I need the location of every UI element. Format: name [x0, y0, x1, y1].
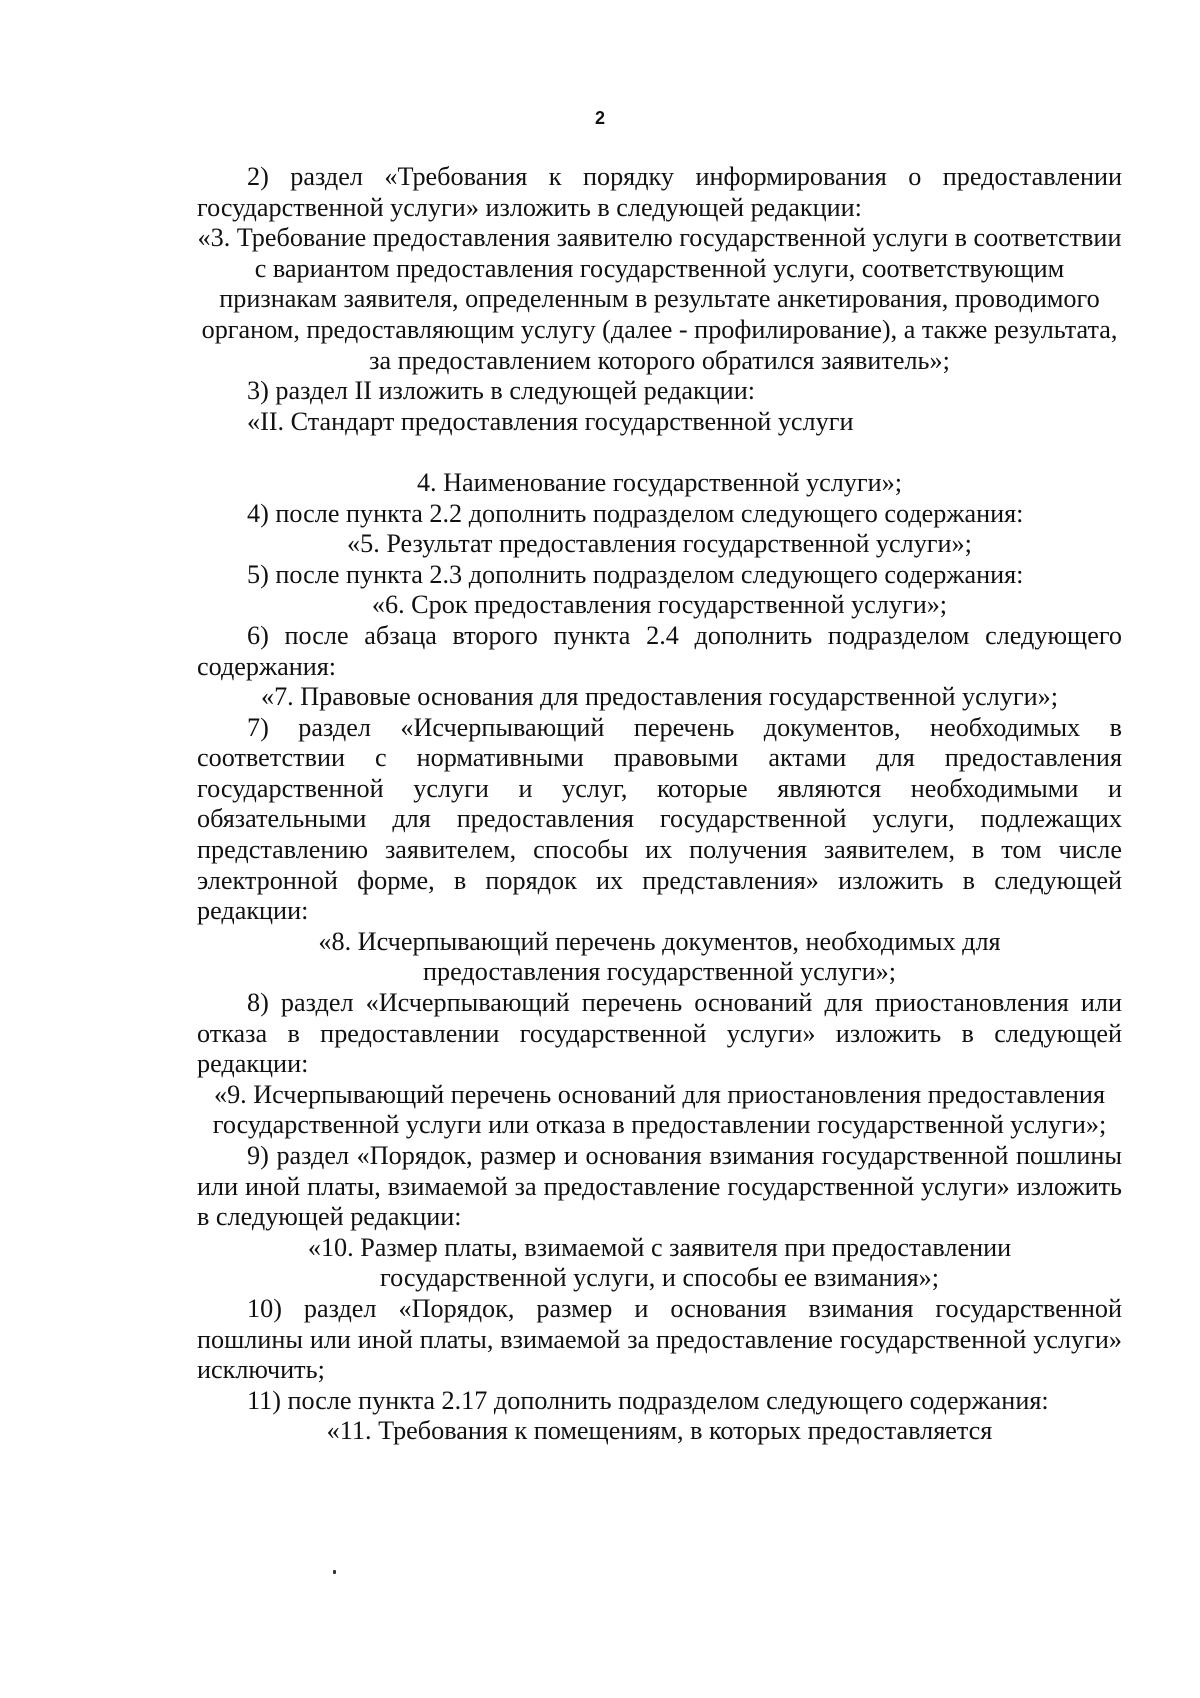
paragraph-item-5: 5) после пункта 2.3 дополнить подразделом следующего содержания:	[247, 559, 1024, 589]
document-body	[197, 162, 1122, 1447]
subsection-title-6: «6. Срок предоставления государственной услуги»;	[371, 590, 948, 620]
blank-line	[197, 437, 1122, 468]
paragraph-item-9: 9) раздел «Порядок, размер и основания взимания государственной пошлины или иной платы, взимаемой за предоставление государственной услуги» изложить в следующей редакции:	[197, 1141, 1122, 1232]
paragraph-item-6: 6) после абзаца второго пункта 2.4 дополнить подразделом следующего содержания:	[197, 620, 1122, 681]
subsection-title-9: «9. Исчерпывающий перечень оснований для приостановления предоставления государственной услуги или отказа в предоставлении государственной услуги»;	[212, 1079, 1107, 1140]
subsection-title-8: «8. Исчерпывающий перечень документов, необходимых для предоставления государственной услуги»;	[318, 926, 1001, 987]
subsection-title-5: «5. Результат предоставления государственной услуги»;	[347, 529, 972, 559]
subsection-title-10: «10. Размер платы, взимаемой с заявителя при предоставлении государственной услуги, и способы ее взимания»;	[307, 1232, 1012, 1293]
subsection-title-7: «7. Правовые основания для предоставления государственной услуги»;	[260, 682, 1059, 712]
paragraph-item-8: 8) раздел «Исчерпывающий перечень оснований для приостановления или отказа в предоставлении государственной услуги» изложить в следующей редакции:	[197, 988, 1122, 1079]
subsection-title-4: 4. Наименование государственной услуги»;	[416, 467, 903, 497]
paragraph-item-7: 7) раздел «Исчерпывающий перечень документов, необходимых в соответствии с нормативными правовыми актами для предоставления государственной услуги и услуг, которые являются необходимыми и обязательными для предоставления государственной услуги, подлежащих представлению заявителем, способы их получения заявителем, в том числе электронной форме, в порядок их представления» изложить в следующей редакции:	[197, 712, 1122, 926]
scan-speck	[333, 1570, 336, 1574]
subsection-title-3: «3. Требование предоставления заявителю государственной услуги в соответствии с вариантом предоставления государственной услуги, соответствующим признакам заявителя, определенным в результате анкетирования, проводимого органом, предоставляющим услугу (далее - профилирование), а также результата, за предоставлением которого обратился заявитель»;	[197, 223, 1122, 375]
paragraph-item-2: 2) раздел «Требования к порядку информирования о предоставлении государственной услуги» изложить в следующей редакции:	[197, 162, 1122, 222]
paragraph-item-3: 3) раздел II изложить в следующей редакции:	[247, 376, 755, 406]
paragraph-item-11: 11) после пункта 2.17 дополнить подразделом следующего содержания:	[247, 1385, 1049, 1415]
section-title-ii: «II. Стандарт предоставления государственной услуги	[247, 406, 854, 436]
subsection-title-11: «11. Требования к помещениям, в которых предоставляется	[326, 1416, 993, 1446]
paragraph-item-10: 10) раздел «Порядок, размер и основания взимания государственной пошлины или иной платы, взимаемой за предоставление государственной услуги» исключить;	[197, 1293, 1122, 1385]
page-number: 2	[594, 108, 605, 128]
paragraph-item-4: 4) после пункта 2.2 дополнить подразделом следующего содержания:	[247, 498, 1024, 528]
